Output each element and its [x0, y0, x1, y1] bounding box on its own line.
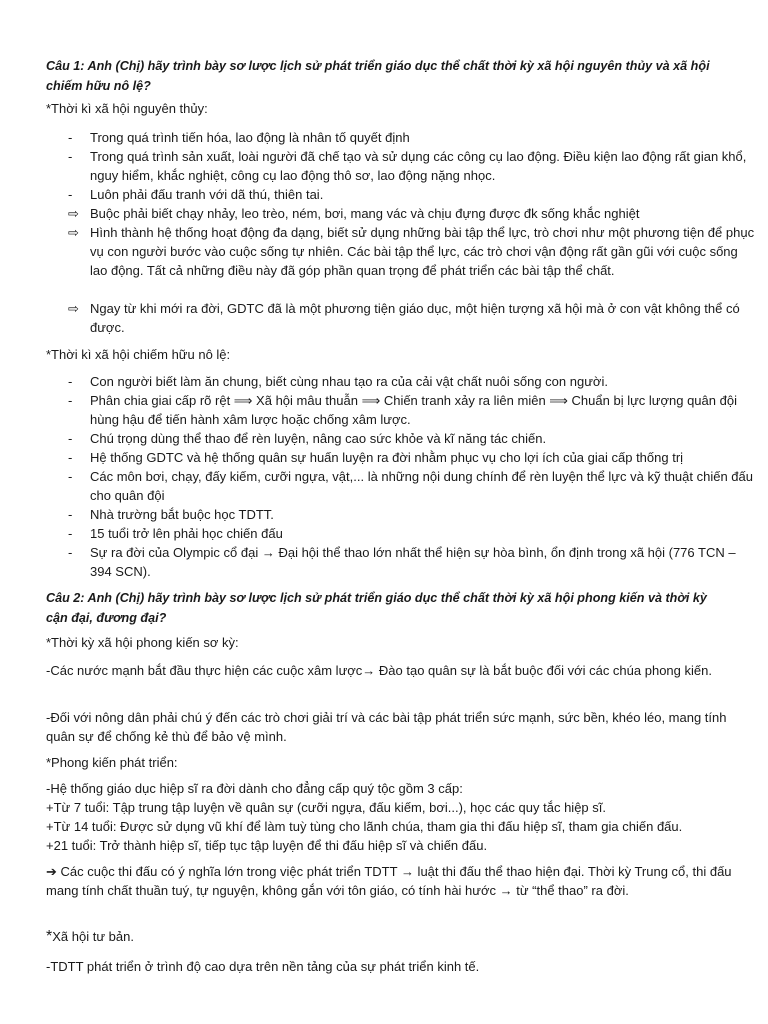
list-marker: -	[68, 469, 73, 484]
paragraph: +Từ 14 tuổi: Được sử dụng vũ khí để làm tuỳ tùng cho lãnh chúa, tham gia thi đấu hiệp sĩ, tham gia chiến đấu.	[46, 819, 683, 834]
paragraph: -TDTT phát triển ở trình độ cao dựa trên nền tảng của sự phát triển kinh tế.	[46, 959, 480, 974]
list-marker: -	[68, 393, 73, 408]
section-developed-feudal-heading: *Phong kiến phát triển:	[46, 755, 178, 770]
section-slave-society-heading: *Thời kì xã hội chiếm hữu nô lệ:	[46, 347, 231, 362]
list-marker: -	[68, 130, 73, 145]
paragraph: +Từ 7 tuổi: Tập trung tập luyện về quân sự (cưỡi ngựa, đấu kiếm, bơi...), học các quy tắc hiệp sĩ.	[46, 800, 606, 815]
list-item: - Luôn phải đấu tranh với dã thú, thiên tai.	[68, 187, 324, 202]
list-item: - Nhà trường bắt buộc học TDTT.	[68, 507, 274, 522]
question-1-heading: Câu 1: Anh (Chị) hãy trình bày sơ lược lịch sử phát triển giáo dục thể chất thời kỳ xã hội nguyên thủy và xã hội chiếm hữu nô lệ?	[46, 59, 710, 93]
list-item: - Trong quá trình sản xuất, loài người đã chế tạo và sử dụng các công cụ lao động. Điều kiện lao động rất gian khổ, nguy hiểm, khắc nghiệt, công cụ lao động thô sơ, lao động nặng nhọc.	[68, 149, 747, 183]
list-item: - Con người biết làm ăn chung, biết cùng nhau tạo ra của cải vật chất nuôi sống con người.	[68, 374, 608, 389]
section-capitalist-label: Xã hội tư bản.	[52, 929, 134, 944]
question-2-heading: Câu 2: Anh (Chị) hãy trình bày sơ lược lịch sử phát triển giáo dục thể chất thời kỳ xã hội phong kiến và thời kỳ cận đại, đương đại?	[46, 591, 707, 625]
list-marker: -	[68, 526, 73, 541]
list-marker: -	[68, 149, 73, 164]
list-item: ⇨ Ngay từ khi mới ra đời, GDTC đã là một phương tiện giáo dục, một hiện tượng xã hội mà ở con vật không thể có được.	[68, 301, 740, 335]
paragraph: -Đối với nông dân phải chú ý đến các trò chơi giải trí và các bài tập phát triển sức mạnh, sức bền, khéo léo, mang tính quân sự để chống kẻ thù để bảo vệ mình.	[46, 710, 727, 744]
arrow-icon: ⇨	[68, 206, 79, 221]
paragraph: +21 tuổi: Trở thành hiệp sĩ, tiếp tục tập luyện để thi đấu hiệp sĩ và chiến đấu.	[46, 838, 488, 853]
list-marker: -	[68, 374, 73, 389]
list-item: - Sự ra đời của Olympic cổ đại → Đại hội thể thao lớn nhất thể hiện sự hòa bình, ổn định trong xã hội (776 TCN – 394 SCN).	[68, 545, 736, 579]
arrow-icon: ⇨	[68, 225, 79, 240]
asterisk: *	[46, 928, 53, 945]
list-item: ⇨ Buộc phải biết chạy nhảy, leo trèo, ném, bơi, mang vác và chịu đựng được đk sống khắc nghiệt	[68, 206, 640, 221]
list-item: - 15 tuổi trở lên phải học chiến đấu	[68, 526, 283, 541]
section-early-feudal-heading: *Thời kỳ xã hội phong kiến sơ kỳ:	[46, 635, 239, 650]
section-capitalist-heading	[46, 927, 736, 946]
list-item: - Hệ thống GDTC và hệ thống quân sự huấn luyện ra đời nhằm phục vụ cho lợi ích của giai cấp thống trị	[68, 450, 684, 465]
paragraph: ➔ Các cuộc thi đấu có ý nghĩa lớn trong việc phát triển TDTT → luật thi đấu thể thao hiện đại. Thời kỳ Trung cổ, thi đấu mang tính chất thuần tuý, tự nguyện, không gắn với tôn giáo, có tính hài hước → từ “thể thao” ra đời.	[46, 864, 732, 898]
list-item: ⇨ Hình thành hệ thống hoạt động đa dạng, biết sử dụng những bài tập thể lực, trò chơi như một phương tiện để phục vụ con người bước vào cuộc sống tự nhiên. Các bài tập thể lực, các trò chơi vận động rất gần gũi với cuộc sống lao động. Tất cả những điều này đã góp phần quan trọng để phát triển các bài tập thể chất.	[68, 225, 755, 278]
list-marker: -	[68, 507, 73, 522]
list-item: - Các môn bơi, chạy, đấy kiếm, cưỡi ngựa, vật,... là những nội dung chính để rèn luyện thể lực và kỹ thuật chiến đấu cho quân đội	[68, 469, 753, 503]
list-item: - Chú trọng dùng thể thao để rèn luyện, nâng cao sức khỏe và kĩ năng tác chiến.	[68, 431, 547, 446]
list-item: - Phân chia giai cấp rõ rệt ⟹ Xã hội mâu thuẫn ⟹ Chiến tranh xảy ra liên miên ⟹ Chuẩn bị lực lượng quân đội hùng hậu để tiến hành xâm lược hoặc chống xâm lược.	[68, 393, 737, 427]
section-primitive-society-heading: *Thời kì xã hội nguyên thủy:	[46, 101, 208, 116]
list-marker: -	[68, 187, 73, 202]
list-marker: -	[68, 450, 73, 465]
list-marker: -	[68, 431, 73, 446]
list-item: - Trong quá trình tiến hóa, lao động là nhân tố quyết định	[68, 130, 410, 145]
list-marker: -	[68, 545, 73, 560]
arrow-icon: ⇨	[68, 301, 79, 316]
paragraph: -Các nước mạnh bắt đầu thực hiện các cuộc xâm lược→ Đào tạo quân sự là bắt buộc đối với các chúa phong kiến.	[46, 663, 712, 678]
paragraph: -Hệ thống giáo dục hiệp sĩ ra đời dành cho đẳng cấp quý tộc gồm 3 cấp:	[46, 781, 463, 796]
